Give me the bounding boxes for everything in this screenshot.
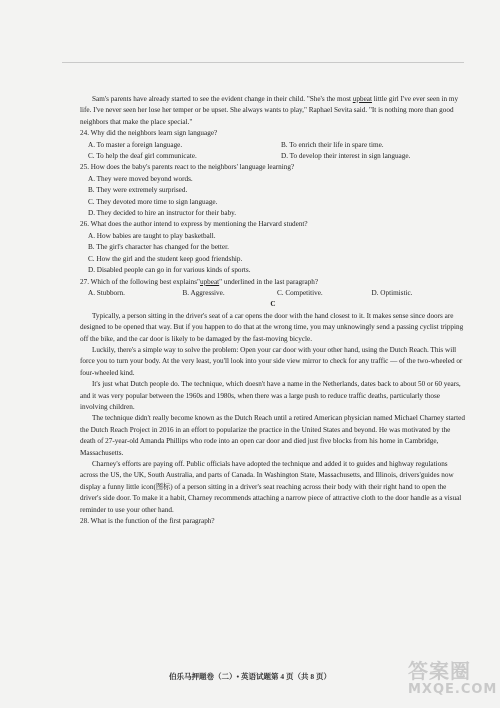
question-25-options (80, 174, 466, 220)
question-24: 24. Why did the neighbors learn sign language? (80, 129, 218, 138)
option: D. Optimistic. (371, 288, 413, 297)
option: D. Disabled people can go in for various kinds of sports. (88, 266, 251, 275)
question-25: 25. How does the baby's parents react to the neighbors' language learning? (80, 163, 295, 172)
watermark-logo (408, 660, 498, 704)
passage-c-paragraph: The technique didn't really become known as the Dutch Reach until a retired American physician named Michael Charney started the Dutch Reach Project in 2016 in an effort to popularize the practice in the United States and beyond. He was motivated by the death of 27-year-old Amanda Phillips who rode into an open car door and died just five blocks from his home in Cambridge, Massachusetts. (80, 414, 465, 457)
underlined-word: upbeat (352, 95, 372, 103)
watermark-line1: 答案圈 (408, 659, 471, 683)
header-rule (62, 62, 464, 63)
option: C. They devoted more time to sign language. (88, 197, 218, 206)
option: D. They decided to hire an instructor for their baby. (88, 209, 237, 218)
underlined-word: upbeat (199, 277, 220, 286)
option: C. How the girl and the student keep good friendship. (88, 254, 243, 263)
option: B. Aggressive. (182, 288, 225, 297)
watermark-line2: MXQE.COM (408, 682, 498, 697)
section-label: C (270, 300, 276, 309)
question-24-options (80, 140, 466, 163)
page-content (80, 94, 466, 527)
option: B. To enrich their life in spare time. (281, 140, 384, 149)
passage-c-paragraph: It's just what Dutch people do. The technique, which doesn't have a name in the Netherlands, dates back to about 50 or 60 years, and it was very popular between the 1960s and 1980s, when there was a large push to reduce traffic deaths, particularly those involving children. (80, 380, 461, 411)
option: B. The girl's character has changed for the better. (88, 243, 229, 252)
passage-c-paragraph: Typically, a person sitting in the driver's seat of a car opens the door with the hand closest to it. It makes sense since doors are designed to be opened that way. But if you happen to do that at the wrong time, you may unknowingly send a passing cyclist tripping off the bike, and the car door is likely to be damaged by the fast-moving bicycle. (80, 311, 464, 343)
option: C. Competitive. (277, 288, 323, 297)
passage-c-paragraph: Charney's efforts are paying off. Public officials have adopted the technique and added it to guides and highway regulations across the US, the UK, South Australia, and parts of Canada. In Washington State, Massachusetts, and Illinois, drivers'guides now display a funny little icon(图标) of a person sitting in a driver's seat reaching across their body with their right hand to open the driver's side door. To make it a habit, Charney recommends attaching a narrow piece of attractive cloth to the door handle as a visual reminder to use your other hand. (80, 460, 462, 514)
paragraph-sam: Sam's parents have already started to see the evident change in their child. "She's the most upbeat little girl I've ever seen in my life. I've never seen her lose her temper or be upset. She always wants to play," Raphael Sevita said. "It is nothing more than good neighbors that make the place special." (80, 95, 459, 126)
question-26-options (80, 231, 466, 277)
option: A. How babies are taught to play basketball. (88, 231, 216, 240)
passage-c-paragraph: Luckily, there's a simple way to solve the problem: Open your car door with your other hand, using the Dutch Reach. This will force you to turn your body. At the very least, you'll look into your side view mirror to check for any traffic — of the two-wheeled or four-wheeled kind. (80, 345, 463, 377)
option: A. They were moved beyond words. (88, 174, 193, 183)
page-footer: 伯乐马押题卷（二）• 英语试题第 4 页（共 8 页） (169, 672, 331, 681)
option: C. To help the deaf girl communicate. (88, 152, 197, 161)
question-27-options (80, 288, 466, 299)
question-27: 27. Which of the following best explains"upbeat" underlined in the last paragraph? (80, 277, 319, 286)
question-28: 28. What is the function of the first paragraph? (80, 517, 215, 526)
option: D. To develop their interest in sign language. (281, 152, 411, 161)
option: B. They were extremely surprised. (88, 186, 188, 195)
option: A. To master a foreign language. (88, 140, 183, 149)
option: A. Stubborn. (88, 288, 125, 297)
question-26: 26. What does the author intend to express by mentioning the Harvard student? (80, 220, 308, 229)
